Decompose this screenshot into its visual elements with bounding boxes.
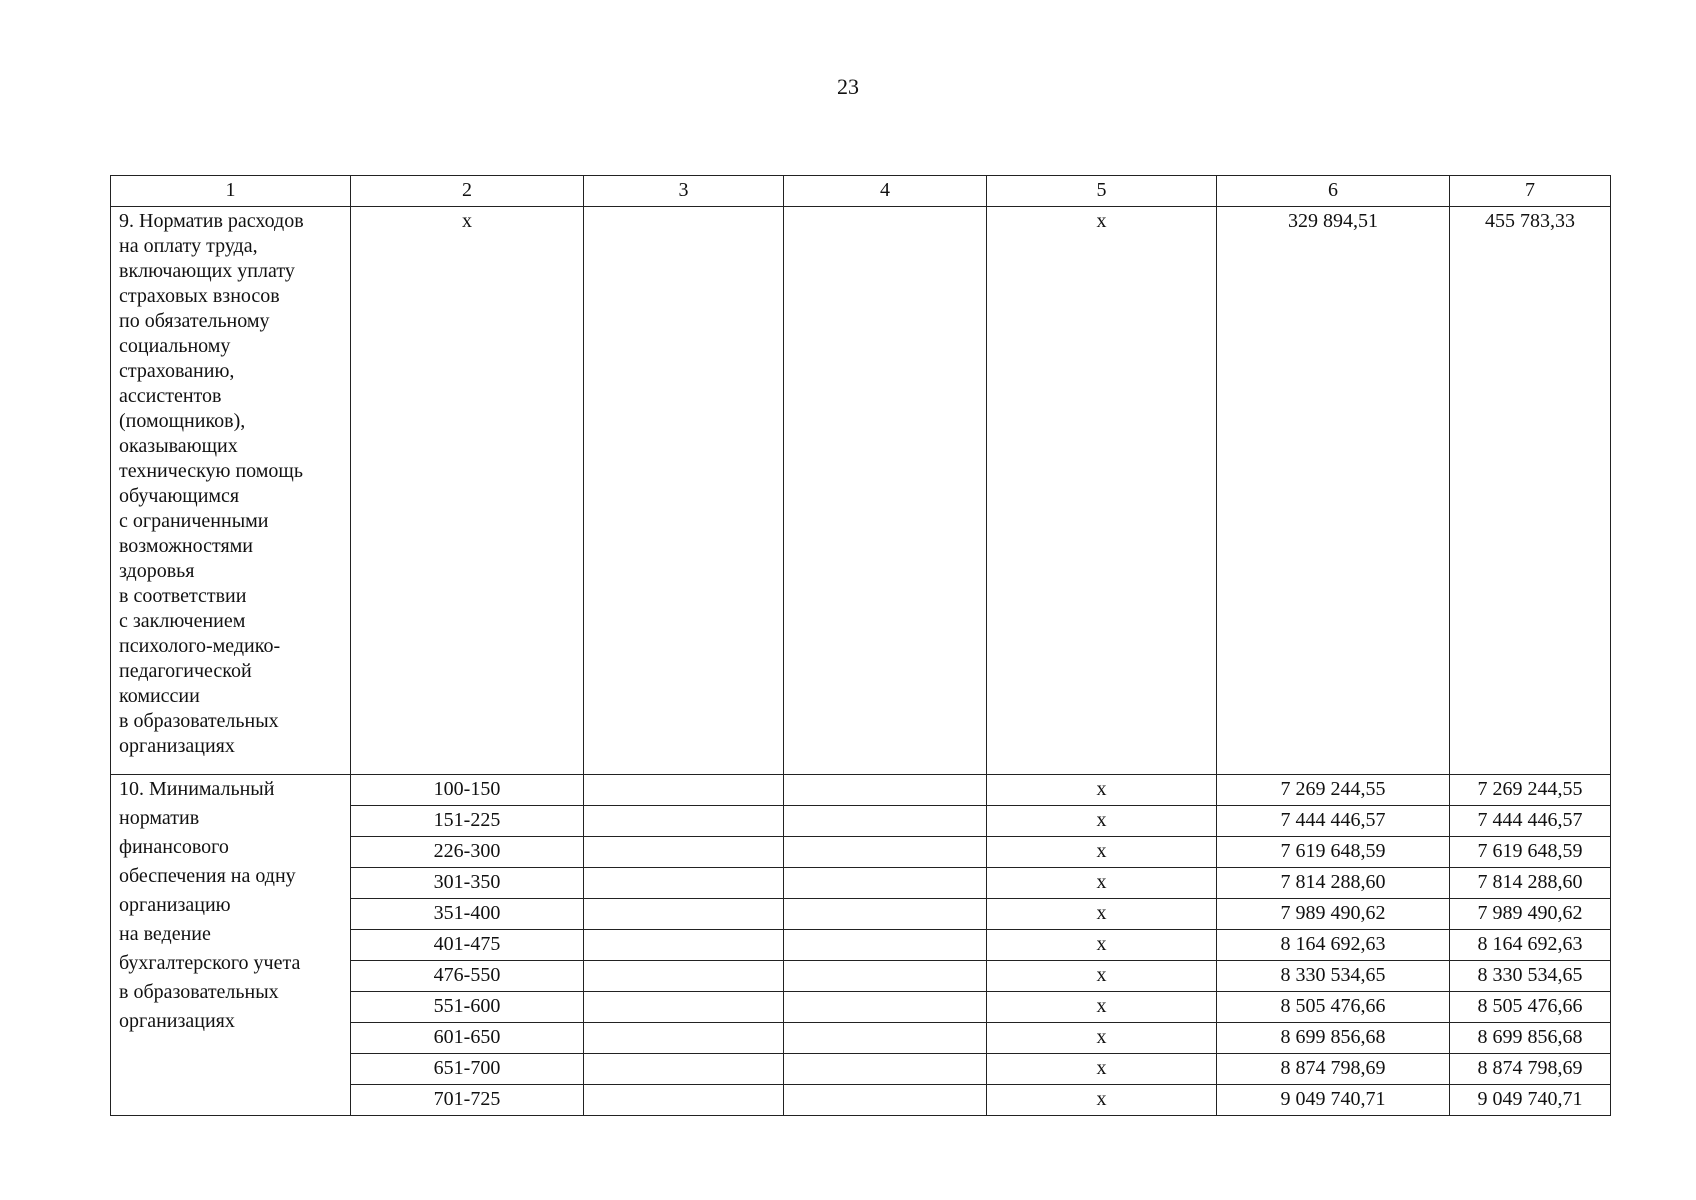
row-10-col7: 9 049 740,71 <box>1450 1085 1611 1116</box>
row-10-col6: 9 049 740,71 <box>1217 1085 1450 1116</box>
row-9-col6: 329 894,51 <box>1217 207 1450 775</box>
row-10-col5: х <box>987 992 1217 1023</box>
row-10-range: 651-700 <box>351 1054 584 1085</box>
row-10-col5: х <box>987 899 1217 930</box>
row-10-col3 <box>584 837 784 868</box>
column-number: 1 <box>111 176 351 207</box>
row-10-col5: х <box>987 1085 1217 1116</box>
row-9-label: 9. Норматив расходов на оплату труда, включающих уплату страховых взносов по обязательному социальному страхованию, ассистентов (помощников), оказывающих техническую помощь обучающимся с ограниченными возможностями здоровья в соответствии с заключением психолого-медико- педагогической комиссии в образовательных организациях <box>111 207 351 775</box>
row-10-col4 <box>784 837 987 868</box>
row-10-col5: х <box>987 1023 1217 1054</box>
row-10-col7: 7 269 244,55 <box>1450 775 1611 806</box>
row-10-label: 10. Минимальный норматив финансового обеспечения на одну организацию на ведение бухгалтерского учета в образовательных организациях <box>111 775 351 1116</box>
row-10-range: 100-150 <box>351 775 584 806</box>
row-10-col5: х <box>987 868 1217 899</box>
row-10-range: 476-550 <box>351 961 584 992</box>
row-9-col3 <box>584 207 784 775</box>
column-number: 5 <box>987 176 1217 207</box>
row-10-col5: х <box>987 837 1217 868</box>
row-10-col6: 8 164 692,63 <box>1217 930 1450 961</box>
column-number: 4 <box>784 176 987 207</box>
row-10-col7: 7 444 446,57 <box>1450 806 1611 837</box>
row-10-col7: 7 814 288,60 <box>1450 868 1611 899</box>
row-10-col7: 7 989 490,62 <box>1450 899 1611 930</box>
row-10-col6: 8 505 476,66 <box>1217 992 1450 1023</box>
row-10-col5: х <box>987 961 1217 992</box>
row-10-col7: 7 619 648,59 <box>1450 837 1611 868</box>
row-10-col4 <box>784 806 987 837</box>
norms-table <box>110 175 1611 1116</box>
row-10-col5: х <box>987 930 1217 961</box>
row-10-col3 <box>584 775 784 806</box>
table-row-9 <box>111 207 1611 775</box>
row-10-col3 <box>584 1023 784 1054</box>
row-10-col6: 8 874 798,69 <box>1217 1054 1450 1085</box>
column-number: 6 <box>1217 176 1450 207</box>
column-number: 3 <box>584 176 784 207</box>
row-10-col5: х <box>987 775 1217 806</box>
row-10-range: 601-650 <box>351 1023 584 1054</box>
row-10-col3 <box>584 868 784 899</box>
row-10-range: 401-475 <box>351 930 584 961</box>
row-9-col7: 455 783,33 <box>1450 207 1611 775</box>
row-10-col6: 7 619 648,59 <box>1217 837 1450 868</box>
row-10-range: 151-225 <box>351 806 584 837</box>
row-10-col6: 7 444 446,57 <box>1217 806 1450 837</box>
row-10-col3 <box>584 1085 784 1116</box>
row-10-col3 <box>584 1054 784 1085</box>
row-10-col4 <box>784 868 987 899</box>
row-10-range: 551-600 <box>351 992 584 1023</box>
row-10-range: 226-300 <box>351 837 584 868</box>
row-10-col6: 8 699 856,68 <box>1217 1023 1450 1054</box>
row-10-col4 <box>784 1023 987 1054</box>
row-10-col3 <box>584 806 784 837</box>
row-10-col4 <box>784 992 987 1023</box>
row-10-col7: 8 164 692,63 <box>1450 930 1611 961</box>
row-10-col6: 7 814 288,60 <box>1217 868 1450 899</box>
column-number-row <box>111 176 1611 207</box>
row-10-col4 <box>784 1085 987 1116</box>
row-10-col4 <box>784 930 987 961</box>
row-10-col4 <box>784 961 987 992</box>
table-row-10 <box>111 775 1611 806</box>
row-10-col3 <box>584 961 784 992</box>
row-10-col6: 7 269 244,55 <box>1217 775 1450 806</box>
row-10-col6: 7 989 490,62 <box>1217 899 1450 930</box>
row-10-col6: 8 330 534,65 <box>1217 961 1450 992</box>
row-10-range: 301-350 <box>351 868 584 899</box>
row-9-col2: х <box>351 207 584 775</box>
row-10-col4 <box>784 899 987 930</box>
row-10-range: 701-725 <box>351 1085 584 1116</box>
row-9-col5: х <box>987 207 1217 775</box>
row-10-col7: 8 699 856,68 <box>1450 1023 1611 1054</box>
row-10-range: 351-400 <box>351 899 584 930</box>
row-10-col7: 8 505 476,66 <box>1450 992 1611 1023</box>
row-10-col4 <box>784 775 987 806</box>
page-number: 23 <box>837 74 859 99</box>
row-10-col4 <box>784 1054 987 1085</box>
row-10-col7: 8 330 534,65 <box>1450 961 1611 992</box>
row-10-col3 <box>584 992 784 1023</box>
row-9-col4 <box>784 207 987 775</box>
row-10-col5: х <box>987 806 1217 837</box>
row-10-col7: 8 874 798,69 <box>1450 1054 1611 1085</box>
row-10-col3 <box>584 930 784 961</box>
row-10-col5: х <box>987 1054 1217 1085</box>
column-number: 2 <box>351 176 584 207</box>
row-10-col3 <box>584 899 784 930</box>
column-number: 7 <box>1450 176 1611 207</box>
